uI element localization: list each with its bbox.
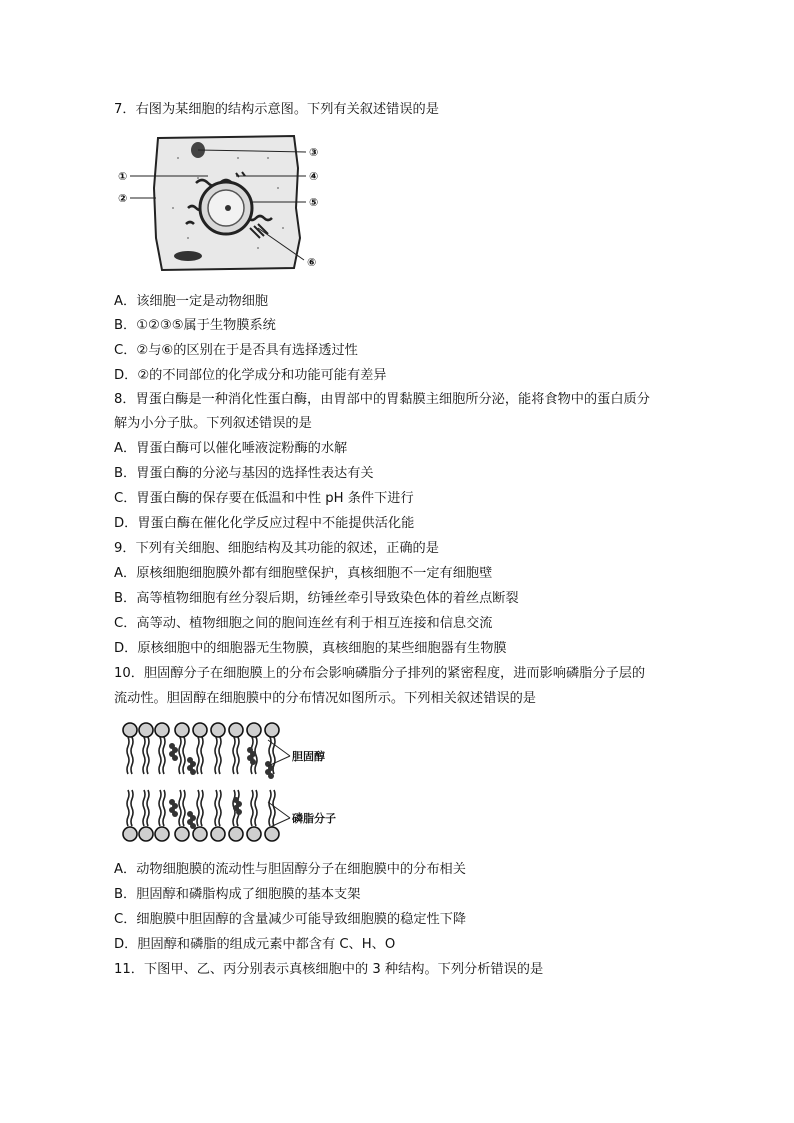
phospholipid-tail (179, 737, 181, 774)
cholesterol-molecule (190, 823, 196, 829)
q9-option-c: C．高等动、植物细胞之间的胞间连丝有利于相互连接和信息交流 (114, 616, 493, 631)
phospholipid-tail (215, 790, 217, 826)
cholesterol-molecule (172, 811, 178, 817)
q9-option-d: D．原核细胞中的细胞器无生物膜，真核细胞的某些细胞器有生物膜 (114, 641, 507, 656)
phospholipid-tail (183, 737, 185, 774)
q7-option-a: A．该细胞一定是动物细胞 (114, 294, 269, 309)
phospholipid-tail (215, 737, 217, 774)
phospholipid-tail (179, 790, 181, 826)
q10-stem-line-1: 10．胆固醇分子在细胞膜上的分布会影响磷脂分子排列的紧密程度，进而影响磷脂分子层的 (114, 666, 646, 681)
phospholipid-tail (159, 737, 161, 774)
phospholipid-head (265, 723, 279, 737)
phospholipid-tail (251, 790, 253, 826)
phospholipid-head (155, 827, 169, 841)
q8-option-d: D．胃蛋白酶在催化化学反应过程中不能提供活化能 (114, 516, 415, 531)
q7-option-b: B．①②③⑤属于生物膜系统 (114, 318, 276, 333)
q9-option-b: B．高等植物细胞有丝分裂后期，纺锤丝牵引导致染色体的着丝点断裂 (114, 591, 519, 606)
phospholipid-head (211, 723, 225, 737)
q7-label-4: ④ (309, 170, 319, 183)
phospholipid-tail (255, 790, 257, 826)
q11-stem: 11．下图甲、乙、丙分别表示真核细胞中的 3 种结构。下列分析错误的是 (114, 962, 544, 977)
phospholipid-head (247, 827, 261, 841)
q8-option-b: B．胃蛋白酶的分泌与基因的选择性表达有关 (114, 466, 374, 481)
phospholipid-tail (219, 790, 221, 826)
phospholipid-head (139, 827, 153, 841)
phospholipid-tail (143, 737, 145, 774)
q10-membrane-diagram (118, 716, 358, 850)
q7-label-1: ① (118, 170, 128, 183)
phospholipid-tail (127, 737, 129, 774)
q9-option-a: A．原核细胞细胞膜外都有细胞壁保护，真核细胞不一定有细胞壁 (114, 566, 493, 581)
q8-stem-line-1: 8．胃蛋白酶是一种消化性蛋白酶，由胃部中的胃黏膜主细胞所分泌，能将食物中的蛋白质分 (114, 392, 650, 407)
phospholipid-head (193, 827, 207, 841)
cholesterol-molecule (250, 759, 256, 765)
phospholipid-tail (197, 790, 199, 826)
cholesterol-molecule (236, 809, 242, 815)
q7-label-3: ③ (309, 146, 319, 159)
phospholipid-tail (233, 737, 235, 774)
q10-option-b: B．胆固醇和磷脂构成了细胞膜的基本支架 (114, 887, 361, 902)
cholesterol-molecule (190, 769, 196, 775)
cholesterol-molecule (268, 773, 274, 779)
q7-label-5: ⑤ (309, 196, 319, 209)
phospholipid-tail (127, 790, 129, 826)
phospholipid-head (175, 723, 189, 737)
cholesterol-molecule (172, 755, 178, 761)
q10-option-a: A．动物细胞膜的流动性与胆固醇分子在细胞膜中的分布相关 (114, 862, 466, 877)
phospholipid-head (193, 723, 207, 737)
q8-option-a: A．胃蛋白酶可以催化唾液淀粉酶的水解 (114, 441, 348, 456)
phospholipid-tail (269, 790, 271, 826)
q8-stem-line-2: 解为小分子肽。下列叙述错误的是 (114, 416, 312, 431)
q7-label-2: ② (118, 192, 128, 205)
phospholipid-head (123, 827, 137, 841)
phospholipid-tail (159, 790, 161, 826)
phospholipid-tail (131, 737, 133, 774)
phospholipid-head (139, 723, 153, 737)
q7-cell-diagram (118, 128, 338, 276)
q7-stem: 7．右图为某细胞的结构示意图。下列有关叙述错误的是 (114, 102, 439, 117)
phospholipid-tail (183, 790, 185, 826)
phospholipid-tail (273, 790, 275, 826)
q8-option-c: C．胃蛋白酶的保存要在低温和中性 pH 条件下进行 (114, 491, 414, 506)
phospholipid-tail (147, 737, 149, 774)
q7-label-6: ⑥ (307, 256, 317, 269)
q7-option-d: D．②的不同部位的化学成分和功能可能有差异 (114, 368, 387, 383)
phospholipid-head (265, 827, 279, 841)
phospholipid-head (175, 827, 189, 841)
phospholipid-tail (219, 737, 221, 774)
q7-option-c: C．②与⑥的区别在于是否具有选择透过性 (114, 343, 358, 358)
phospholipid-tail (201, 790, 203, 826)
phospholipid-tail (163, 737, 165, 774)
phospholipid-head (229, 723, 243, 737)
q10-option-c: C．细胞膜中胆固醇的含量减少可能导致细胞膜的稳定性下降 (114, 912, 467, 927)
q10-stem-line-2: 流动性。胆固醇在细胞膜中的分布情况如图所示。下列相关叙述错误的是 (114, 691, 536, 706)
phospholipid-tail (197, 737, 199, 774)
phospholipid-tail (201, 737, 203, 774)
phospholipid-head (155, 723, 169, 737)
phospholipid-tail (143, 790, 145, 826)
phospholipid-tail (163, 790, 165, 826)
q10-label-cholesterol: 胆固醇 (292, 750, 325, 763)
phospholipid-head (247, 723, 261, 737)
phospholipid-head (123, 723, 137, 737)
phospholipid-tail (237, 737, 239, 774)
q10-option-d: D．胆固醇和磷脂的组成元素中都含有 C、H、O (114, 937, 396, 952)
phospholipid-head (229, 827, 243, 841)
q10-label-phospholipid: 磷脂分子 (292, 812, 336, 825)
phospholipid-tail (147, 790, 149, 826)
phospholipid-head (211, 827, 225, 841)
phospholipid-tail (131, 790, 133, 826)
q9-stem: 9．下列有关细胞、细胞结构及其功能的叙述，正确的是 (114, 541, 439, 556)
